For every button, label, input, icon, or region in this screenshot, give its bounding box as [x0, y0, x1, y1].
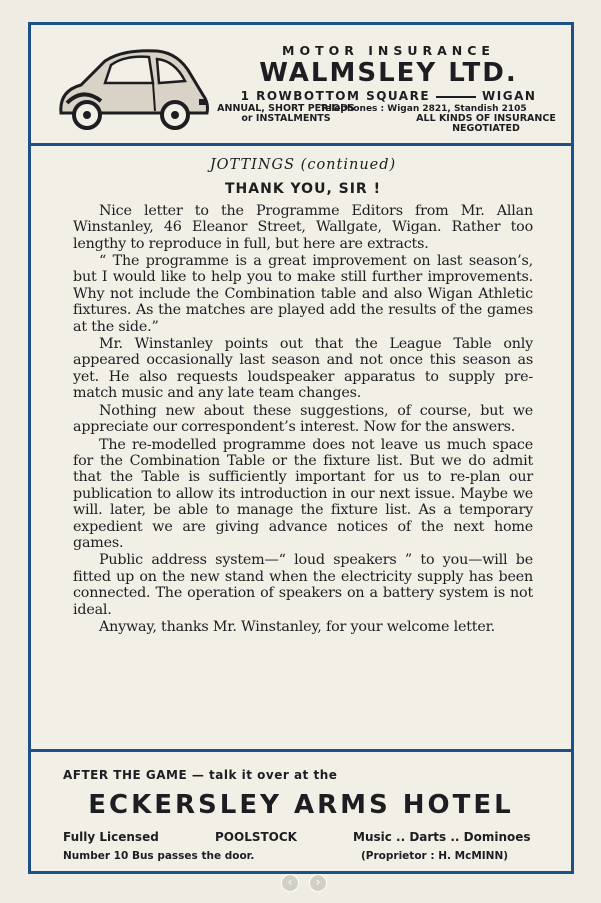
article-heading: JOTTINGS (continued): [209, 157, 397, 173]
address-town: WIGAN: [482, 89, 537, 103]
article-paragraph: Anyway, thanks Mr. Winstanley, for your welcome letter.: [99, 618, 495, 635]
bus-info: Number 10 Bus passes the door.: [63, 850, 255, 862]
address-street: 1 ROWBOTTOM SQUARE: [240, 89, 431, 103]
payment-terms: ANNUAL, SHORT PERIODS or INSTALMENTS: [217, 103, 355, 124]
chevron-left-icon[interactable]: ‹: [281, 874, 299, 892]
licence-text: Fully Licensed: [63, 830, 159, 844]
insurance-kinds: ALL KINDS OF INSURANCE NEGOTIATED: [416, 113, 556, 134]
jottings-article: [73, 157, 533, 636]
phone-numbers: Telephones : Wigan 2821, Standish 2105: [320, 104, 527, 114]
hotel-advert: [31, 752, 571, 874]
article-paragraph: Nice letter to the Programme Editors from Mr. Allan Winstanley, 46 Eleanor Street, Wallgate, Wigan. Rather too lengthy to reproduce in full, but here are extracts.: [73, 202, 533, 252]
article-paragraph: “ The programme is a great improvement on last season’s, but I would like to help you to make still further improvements. Why not include the Combination table and also Wigan Athletic fixtures. As the matches are played add the results of the games at the side.”: [73, 253, 533, 335]
hotel-location: POOLSTOCK: [215, 830, 297, 844]
hotel-amenities: Music .. Darts .. Dominoes: [353, 830, 531, 844]
article-paragraph: The re-modelled programme does not leave us much space for the Combination Table or the fixture list. But we do admit that the Table is sufficiently important for us to re-plan our publication to allow its introduction in our next issue. Maybe we will. later, be able to manage the fixture list. As a temporary expedient we are giving advance notices of the next home games.: [73, 436, 533, 551]
car-illustration: [53, 43, 213, 133]
article-subheading: THANK YOU, SIR !: [225, 181, 381, 198]
ad-tagline: MOTOR INSURANCE: [282, 43, 495, 58]
company-name: WALMSLEY LTD.: [259, 58, 518, 88]
article-paragraph: Nothing new about these suggestions, of course, but we appreciate our correspondent’s interest. Now for the answers.: [73, 402, 533, 436]
chevron-right-icon[interactable]: ›: [309, 874, 327, 892]
proprietor: (Proprietor : H. McMINN): [361, 850, 509, 862]
article-paragraph: Mr. Winstanley points out that the League Table only appeared occasionally last season and not once this season as yet. He also requests loudspeaker apparatus to supply pre-match music and any late team changes.: [73, 336, 533, 402]
hotel-lead: AFTER THE GAME — talk it over at the: [63, 768, 338, 782]
programme-page: [28, 22, 574, 874]
insurance-advert: [31, 25, 571, 146]
article-paragraph: Public address system—“ loud speakers ” to you—will be fitted up on the new stand when the electricity supply has been connected. The operation of speakers on a battery system is not ideal.: [73, 552, 533, 618]
hotel-name: ECKERSLEY ARMS HOTEL: [88, 790, 514, 820]
company-address: [216, 88, 561, 104]
